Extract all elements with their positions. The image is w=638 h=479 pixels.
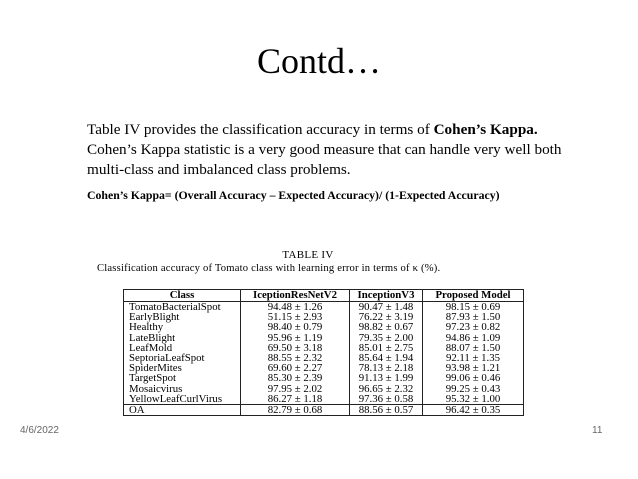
cell-value: 98.82 ± 0.67 [350, 322, 423, 332]
cell-value: 97.23 ± 0.82 [423, 322, 524, 332]
cell-class: YellowLeafCurlVirus [124, 394, 241, 405]
cell-value: 97.95 ± 2.02 [241, 384, 350, 394]
slide-date: 4/6/2022 [20, 425, 59, 436]
cell-value: 95.96 ± 1.19 [241, 333, 350, 343]
cell-value: 99.25 ± 0.43 [423, 384, 524, 394]
header-proposed-model: Proposed Model [423, 290, 524, 302]
cell-value: 51.15 ± 2.93 [241, 312, 350, 322]
cell-value: 78.13 ± 2.18 [350, 363, 423, 373]
cell-class: TomatoBacterialSpot [124, 302, 241, 313]
cell-value: 91.13 ± 1.99 [350, 373, 423, 383]
cell-class: EarlyBlight [124, 312, 241, 322]
cell-value: 96.42 ± 0.35 [423, 405, 524, 416]
cell-value: 99.06 ± 0.46 [423, 373, 524, 383]
cell-class: SeptoriaLeafSpot [124, 353, 241, 363]
cell-value: 96.65 ± 2.32 [350, 384, 423, 394]
table-row [124, 394, 524, 405]
table-header-row [124, 290, 524, 302]
cell-value: 69.60 ± 2.27 [241, 363, 350, 373]
header-class: Class [124, 290, 241, 302]
cell-class: SpiderMites [124, 363, 241, 373]
cell-value: 88.07 ± 1.50 [423, 343, 524, 353]
cell-class: Healthy [124, 322, 241, 332]
cell-value: 69.50 ± 3.18 [241, 343, 350, 353]
cell-class: LateBlight [124, 333, 241, 343]
cell-class: LeafMold [124, 343, 241, 353]
table-total-row [124, 405, 524, 416]
cell-value: 86.27 ± 1.18 [241, 394, 350, 405]
cell-value: 85.30 ± 2.39 [241, 373, 350, 383]
cell-value: 97.36 ± 0.58 [350, 394, 423, 405]
table-title: TABLE IV [282, 249, 334, 261]
table-caption: Classification accuracy of Tomato class with learning error in terms of κ (%). [97, 263, 441, 274]
header-inceptionresnetv2: IceptionResNetV2 [241, 290, 350, 302]
cell-class: Mosaicvirus [124, 384, 241, 394]
cell-value: 98.40 ± 0.79 [241, 322, 350, 332]
cell-value: 76.22 ± 3.19 [350, 312, 423, 322]
description-paragraph [87, 120, 587, 180]
kappa-table [123, 289, 524, 416]
kappa-formula: Cohen’s Kappa= (Overall Accuracy – Expected Accuracy)/ (1-Expected Accuracy) [87, 188, 500, 202]
paragraph-text-continued: Cohen’s Kappa statistic is a very good measure that can handle very well both multi-class and imbalanced class problems. [87, 141, 562, 178]
cell-value: 93.98 ± 1.21 [423, 363, 524, 373]
cell-value: 85.64 ± 1.94 [350, 353, 423, 363]
paragraph-text: Table IV provides the classification accuracy in terms of [87, 121, 434, 138]
cell-value: 94.48 ± 1.26 [241, 302, 350, 313]
cell-value: 79.35 ± 2.00 [350, 333, 423, 343]
slide-page-number: 11 [592, 425, 603, 436]
cell-value: 95.32 ± 1.00 [423, 394, 524, 405]
cell-class: OA [124, 405, 241, 416]
cell-value: 88.55 ± 2.32 [241, 353, 350, 363]
cell-value: 98.15 ± 0.69 [423, 302, 524, 313]
cell-class: TargetSpot [124, 373, 241, 383]
cell-value: 90.47 ± 1.48 [350, 302, 423, 313]
slide-title: Contd… [256, 41, 381, 81]
cell-value: 85.01 ± 2.75 [350, 343, 423, 353]
cell-value: 88.56 ± 0.57 [350, 405, 423, 416]
header-inceptionv3: InceptionV3 [350, 290, 423, 302]
cell-value: 94.86 ± 1.09 [423, 333, 524, 343]
cell-value: 82.79 ± 0.68 [241, 405, 350, 416]
cell-value: 87.93 ± 1.50 [423, 312, 524, 322]
cell-value: 92.11 ± 1.35 [423, 353, 524, 363]
paragraph-bold: Cohen’s Kappa. [433, 121, 538, 138]
